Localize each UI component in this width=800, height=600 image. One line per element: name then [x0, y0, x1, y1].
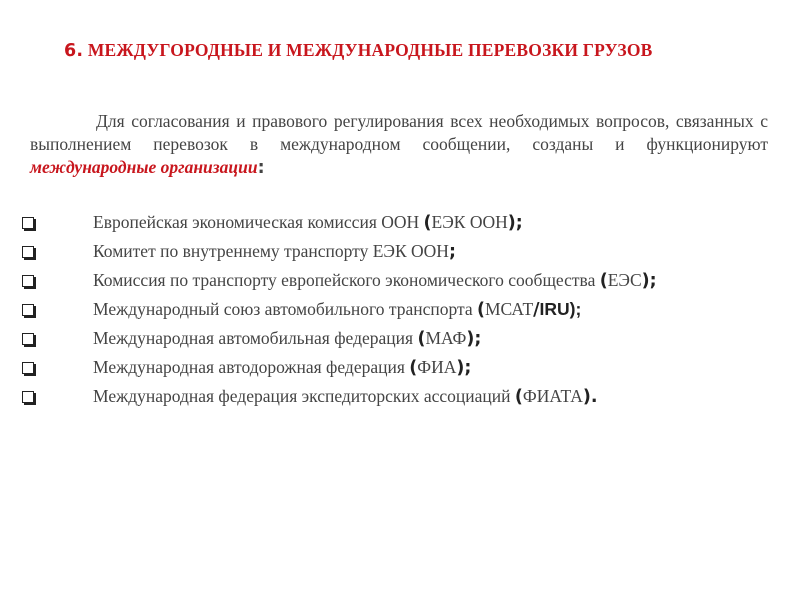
checkbox-bullet-icon	[22, 304, 34, 316]
item-name: Международная федерация экспедиторских ассоциаций	[93, 386, 515, 406]
list-item-text	[93, 266, 657, 296]
list-item	[22, 295, 782, 324]
item-abbr: ФИАТА	[522, 386, 583, 406]
paren-close: );	[641, 271, 657, 291]
checkbox-bullet-icon	[22, 362, 34, 374]
list-item	[22, 208, 782, 237]
list-item	[22, 237, 782, 266]
paren-close: );	[507, 213, 523, 233]
paren-open: (	[599, 271, 608, 291]
list-item	[22, 266, 782, 295]
list-item	[22, 382, 782, 411]
item-abbr: ЕЭК ООН	[431, 212, 508, 232]
checkbox-bullet-icon	[22, 217, 34, 229]
paren-open: (	[514, 387, 523, 407]
paren-open: (	[476, 300, 485, 320]
intro-paragraph	[30, 110, 768, 180]
item-name: Европейская экономическая комиссия ООН	[93, 212, 424, 232]
item-abbr-iru: IRU);	[539, 299, 582, 319]
paren-open: (	[423, 213, 432, 233]
slash: /	[533, 300, 540, 320]
list-item-text	[93, 353, 471, 383]
item-name: Международная автодорожная федерация	[93, 357, 410, 377]
item-abbr: МАФ	[425, 328, 467, 348]
list-item-text	[93, 237, 456, 267]
paren-close: );	[466, 329, 482, 349]
list-item-text	[93, 382, 598, 412]
checkbox-bullet-icon	[22, 333, 34, 345]
list-item-text	[93, 324, 481, 354]
paren-close: );	[456, 358, 472, 378]
organizations-list	[22, 208, 782, 411]
list-item	[22, 353, 782, 382]
intro-text: Для согласования и правового регулирования всех необходимых вопросов, связанных с выполнением перевозок в международном сообщении, созданы и функционируют	[30, 111, 768, 154]
item-abbr: МСАТ	[484, 299, 534, 319]
list-item-text	[93, 208, 523, 238]
item-abbr: ЕЭС	[607, 270, 642, 290]
item-name: Международный союз автомобильного транспорта	[93, 299, 477, 319]
list-item	[22, 324, 782, 353]
paren-open: (	[417, 329, 426, 349]
section-number: 6.	[64, 41, 84, 61]
list-item-text	[93, 295, 581, 325]
intro-emphasis: международные организации	[30, 157, 258, 177]
checkbox-bullet-icon	[22, 391, 34, 403]
paren-close: ).	[582, 387, 598, 407]
checkbox-bullet-icon	[22, 275, 34, 287]
checkbox-bullet-icon	[22, 246, 34, 258]
slide-title	[64, 40, 764, 61]
semicolon: ;	[448, 242, 456, 262]
item-abbr: ФИА	[417, 357, 457, 377]
item-name: Международная автомобильная федерация	[93, 328, 418, 348]
title-text: МЕЖДУГОРОДНЫЕ И МЕЖДУНАРОДНЫЕ ПЕРЕВОЗКИ ГРУЗОВ	[87, 40, 653, 60]
item-name: Комитет по внутреннему транспорту ЕЭК ООН	[93, 241, 449, 261]
item-name: Комиссия по транспорту европейского экономического сообщества	[93, 270, 600, 290]
paren-open: (	[409, 358, 418, 378]
intro-colon: :	[257, 158, 265, 178]
